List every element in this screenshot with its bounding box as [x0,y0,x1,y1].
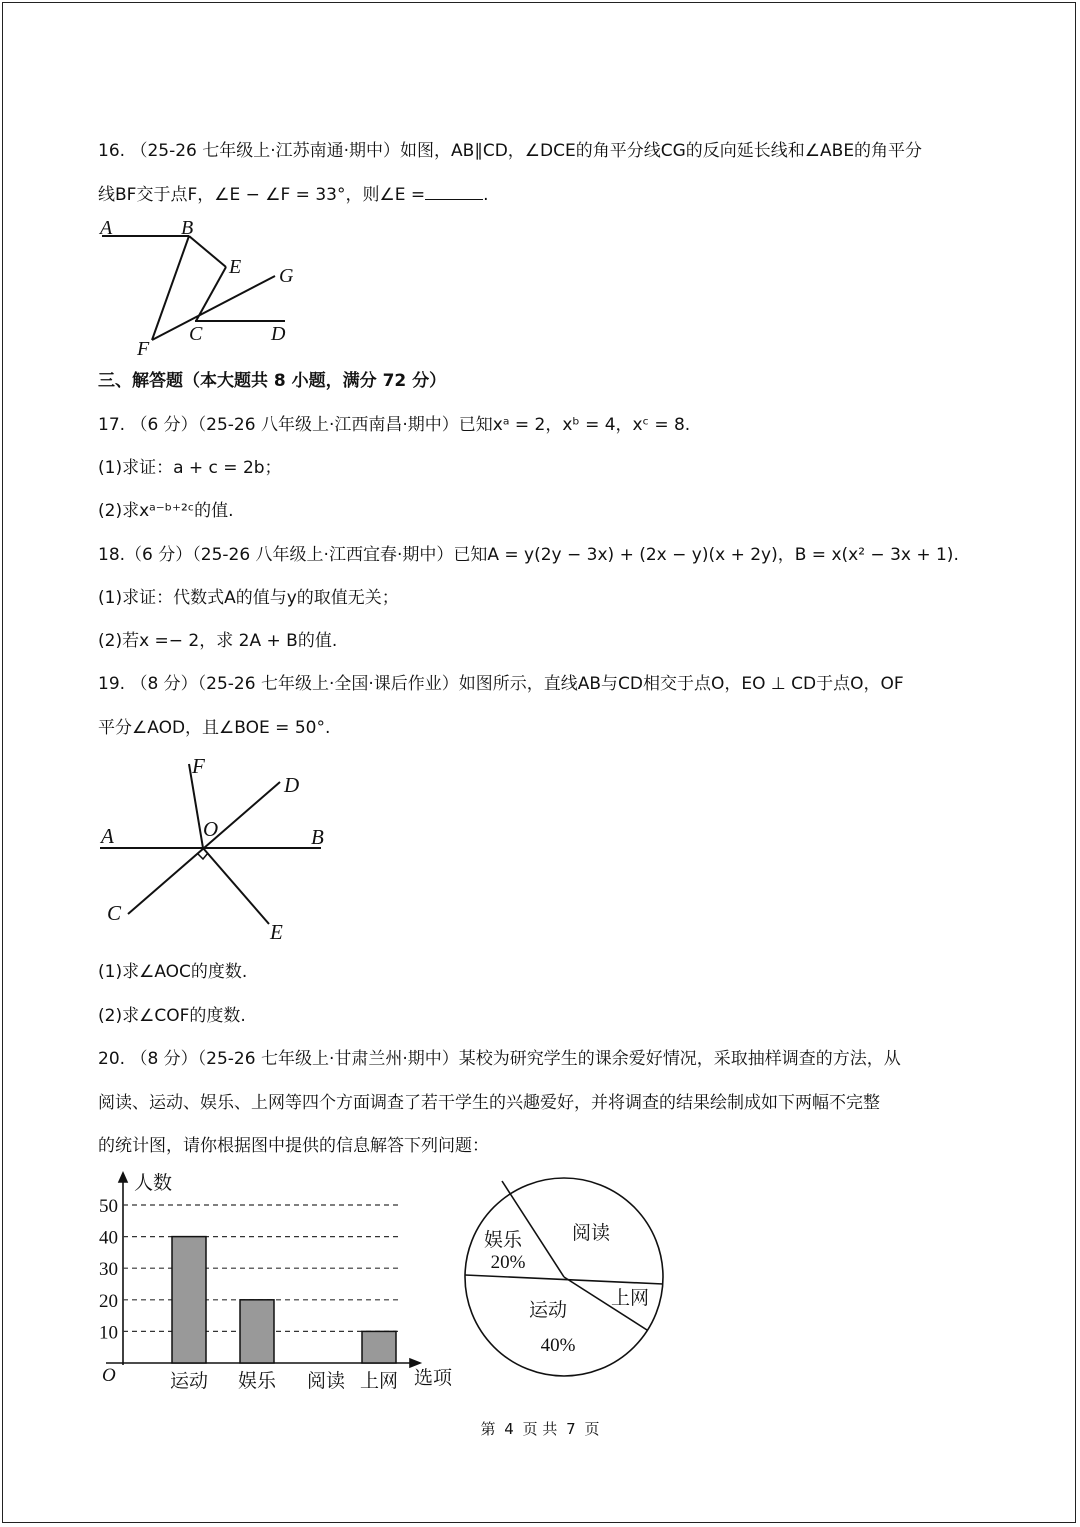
q17-stem: 17. （6 分）（25-26 八年级上·江西南昌·期中）已知xᵃ = 2，xᵇ = 4，xᶜ = 8. [98,415,691,435]
x-axis-arrow-icon [410,1359,420,1367]
q20-line3: 的统计图，请你根据图中提供的信息解答下列问题： [98,1136,489,1156]
bar-ytick-label: 40 [99,1227,118,1249]
footer-suffix: 页 [584,1420,600,1438]
q19-label-D: D [284,773,300,797]
pie-label-entertainment: 娱乐 [483,1230,523,1251]
section3-title: 三、解答题（本大题共 8 小题，满分 72 分） [98,371,447,391]
footer-total: 7 [566,1420,576,1438]
q16-label-F: F [137,338,150,360]
q16-figure [95,212,325,362]
q19-stem-line2: 平分∠AOD，且∠BOE = 50°. [98,718,331,738]
q19-label-A: A [101,824,114,848]
q16-label-C: C [189,323,203,345]
bar-ytick-label: 30 [99,1259,118,1281]
y-axis-arrow-icon [119,1173,127,1182]
q20-line2: 阅读、运动、娱乐、上网等四个方面调查了若干学生的兴趣爱好，并将调查的结果绘制成如下两幅不完整 [98,1093,880,1113]
q19-label-C: C [107,901,122,925]
pie-label-reading: 阅读 [571,1223,611,1244]
q16-line2-post: . [483,185,489,205]
q16-label-E: E [229,256,242,278]
bar-category-label: 娱乐 [237,1371,277,1392]
q19-label-B: B [311,825,324,849]
bar-3 [362,1331,396,1363]
bar-category-label: 运动 [169,1371,209,1392]
q16-line2-pre: 线BF交于点F，∠E − ∠F = 33°，则∠E = [98,185,426,205]
q16-line1: 16. （25-26 七年级上·江苏南通·期中）如图，AB∥CD，∠DCE的角平分线CG的反向延长线和∠ABE的角平分 [98,141,923,161]
bar-category-label: 上网 [359,1371,399,1392]
pie-label-internet: 上网 [610,1288,650,1309]
q17-part2: (2)求xᵃ⁻ᵇ⁺²ᶜ的值. [98,501,234,521]
q16-answer-blank[interactable] [425,185,483,200]
q19-label-E: E [270,920,283,944]
q19-figure [95,750,345,950]
pie-percent-sports: 40% [540,1335,576,1356]
pie-percent-entertainment: 20% [490,1252,526,1273]
bar-origin-label: O [102,1365,116,1386]
bar-0 [172,1237,206,1363]
q20-line1: 20. （8 分）（25-26 七年级上·甘肃兰州·期中）某校为研究学生的课余爱好情况，采取抽样调查的方法，从 [98,1049,901,1069]
q18-part1: (1)求证：代数式A的值与y的取值无关； [98,588,399,608]
q18-stem: 18.（6 分）（25-26 八年级上·江西宜春·期中）已知A = y(2y − 3x) + (2x − y)(x + 2y)，B = x(x² − 3x + 1). [98,545,959,565]
q16-label-B: B [181,217,194,239]
bar-category-label: 阅读 [306,1371,346,1392]
q19-label-F: F [192,754,205,778]
bar-1 [240,1300,274,1363]
bar-ytick-label: 50 [99,1196,118,1217]
page-footer [0,1418,1080,1439]
q17-part1: (1)求证：a + c = 2b； [98,458,282,478]
q20-bar-chart [90,1165,465,1400]
footer-prefix: 第 [480,1420,496,1438]
q19-stem-line1: 19. （8 分）（25-26 七年级上·全国·课后作业）如图所示，直线AB与CD相交于点O，EO ⊥ CD于点O，OF [98,674,904,694]
bar-ytick-label: 20 [99,1290,118,1312]
q19-part1: (1)求∠AOC的度数. [98,962,248,982]
q16-label-D: D [271,323,286,345]
q19-part2: (2)求∠COF的度数. [98,1006,246,1026]
footer-mid: 页 共 [522,1420,558,1438]
q19-label-O: O [203,817,219,841]
bar-xlabel: 选项 [414,1368,453,1389]
bar-ylabel: 人数 [134,1173,173,1194]
footer-page: 4 [504,1420,514,1438]
q16-line2 [98,184,489,206]
q18-part2: (2)若x =− 2，求 2A + B的值. [98,631,338,651]
q16-label-A: A [100,217,113,239]
pie-label-sports: 运动 [528,1300,568,1321]
q16-label-G: G [279,265,294,287]
q20-pie-chart [460,1172,670,1387]
bar-ytick-label: 10 [99,1322,118,1344]
